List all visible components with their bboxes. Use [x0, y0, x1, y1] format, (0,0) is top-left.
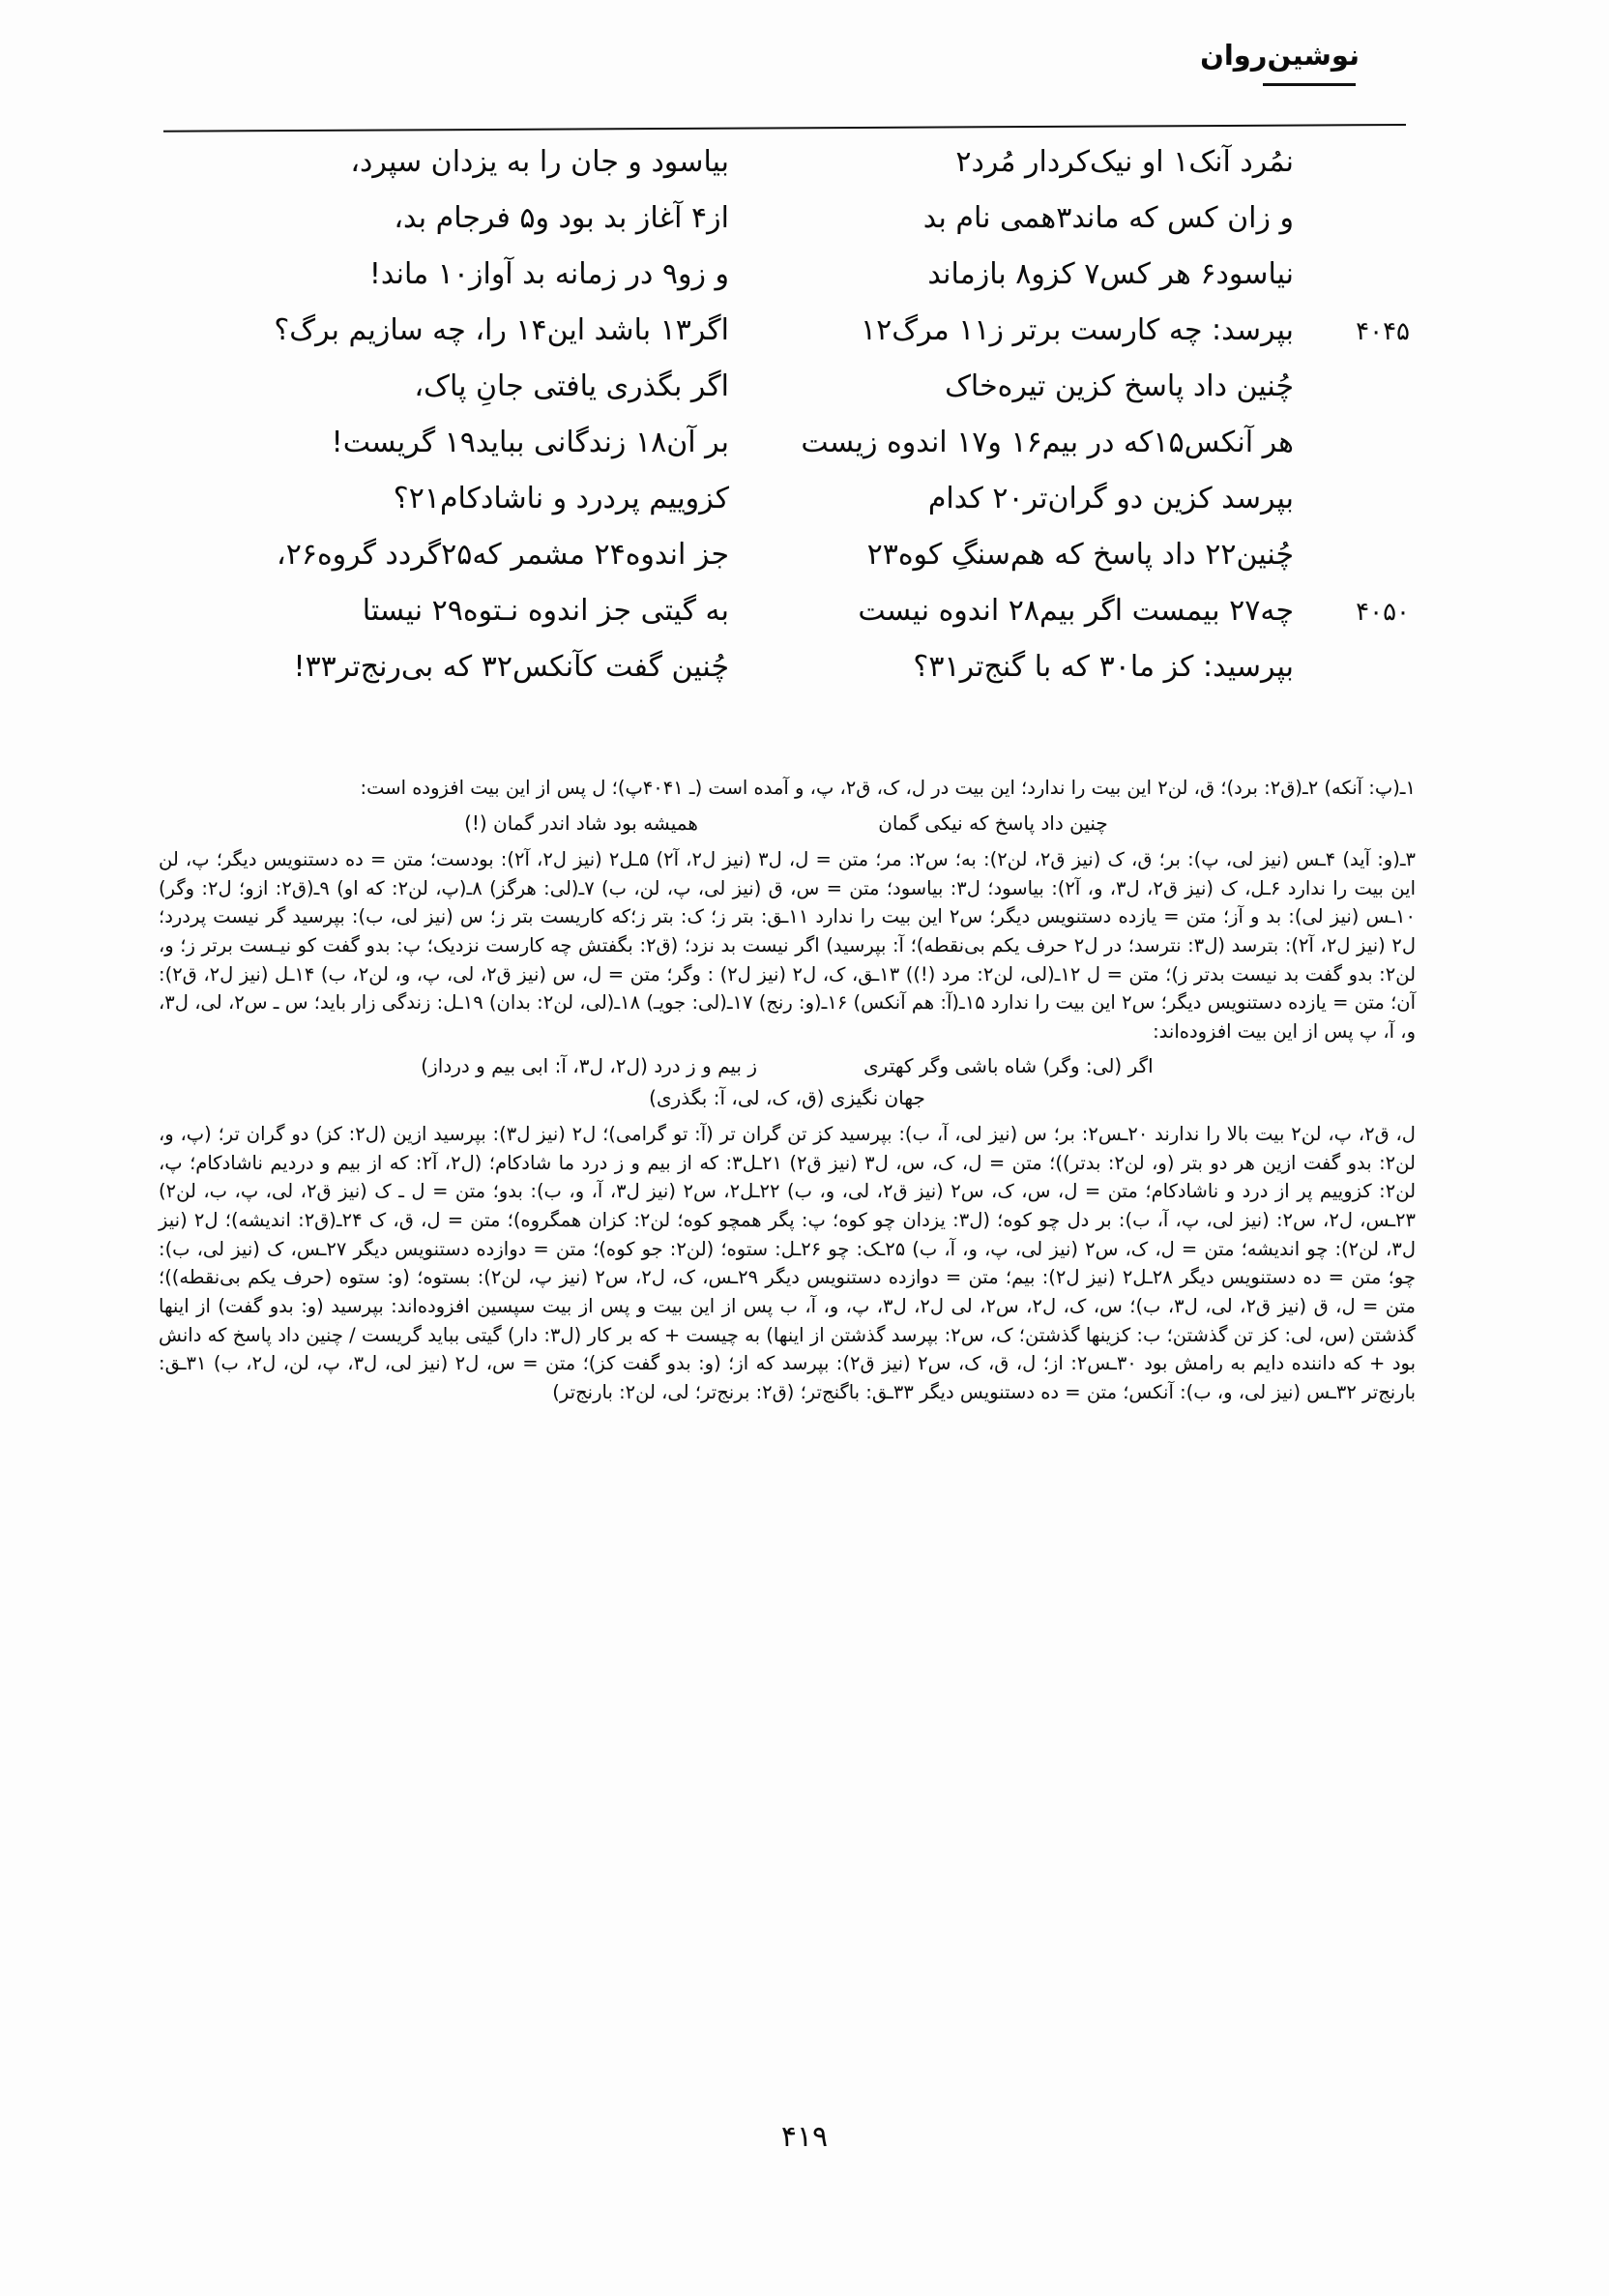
- apparatus-paragraph: ۳ـ(و: آید) ۴ـس (نیز لی، پ): بر؛ ق، ک (نیز ق۲، لن۲): به؛ س۲: مر؛ متن = ل، ل۳ (نیز ل۲، آ۲) ۵ـل۲ (نیز ل۲، آ۲): بودست؛ متن = ده دستنویس دیگر؛ پ، لن این بیت را ندارد ۶ـل، ک (نیز ق۲، ل۳، و، آ۲): بیاسود؛ ل۳: بیاسود؛ متن = س، ق (نیز لی، پ، لن، ب) ۷ـ(لی: هرگز) ۸ـ(پ، لن۲: که او) ۹ـ(ق۲: ازو؛ ل۲: وگر) ۱۰ـس (نیز لی): بد و آز؛ متن = یازده دستنویس دیگر؛ س۲ این بیت را ندارد ۱۱ـق: بتر ز؛ ک: بتر ز؛که کاریست بتر ز؛ س (نیز لی، ب): بپرسید گر نیست پردرد؛ ل۲ (نیز ل۲، آ۲): بترسد (ل۳: نترسد؛ در ل۲ حرف یکم بی‌نقطه)؛ آ: بپرسید) اگر نیست بد نزد؛ (ق۲: بگفتش چه کارست نزدیک؛ پ: بدو گفت کو نیـست برتر ز؛ و، لن۲: بدو گفت بد نیست بدتر ز)؛ متن = ل ۱۲ـ(لی، لن۲: مرد (!)) ۱۳ـق، ک، ل۲ (نیز ل۲) : وگر؛ متن = ل، س (نیز ق۲، لی، پ، و، لن۲، ب) ۱۴ـل (نیز ل۲، ق۲): آن؛ متن = یازده دستنویس دیگر؛ س۲ این بیت را ندارد ۱۵ـ(آ: هم آنکس) ۱۶ـ(و: رنج) ۱۷ـ(لی: جویـ) ۱۸ـ(لی، لن۲: بدان) ۱۹ـل: زندگی زار باید؛ س ـ س۲، لی، ل۳، و، آ، پ پس از این بیت افزوده‌اند:: [159, 848, 1417, 1043]
- hemistich-right: چُنین۲۲ داد پاسخ که هم‌سنگِ کوه۲۳: [866, 538, 1294, 572]
- hemistich-right: بپرسید: کز ما۳۰ که با گنج‌تر۳۱؟: [913, 650, 1294, 684]
- verse-number: ۴۰۵۰: [1356, 598, 1410, 627]
- running-header-underline: [1263, 83, 1356, 86]
- inset-hemistich-continuation: جهان نگیزی (ق، ک، لی، آ: بگذری): [649, 1085, 925, 1109]
- running-header: نوشین‌روان: [1200, 39, 1360, 72]
- folio-number: ۴۱۹: [780, 2120, 829, 2154]
- verse-line: [172, 257, 1410, 313]
- hemistich-right: بپرسد: چه کارست برتر ز۱۱ مرگ۱۲: [860, 313, 1294, 347]
- hemistich-right: نمُرد آنک۱ او نیک‌کردار مُرد۲: [955, 145, 1294, 179]
- verse-line: [172, 145, 1410, 201]
- hemistich-left: و زو۹ در زمانه بد آواز۱۰ ماند!: [368, 257, 729, 291]
- inset-hemistich-right: اگر (لی: وگر) شاه باشی وگر کهتری: [863, 1054, 1154, 1078]
- verse-line: [172, 313, 1410, 369]
- apparatus-inset-verse-2: [159, 1051, 1416, 1112]
- hemistich-left: اگر۱۳ باشد این۱۴ را، چه سازیم برگ؟: [274, 313, 729, 347]
- critical-apparatus: [159, 774, 1416, 1408]
- hemistich-left: به گیتی جز اندوه نـتوه۲۹ نیستا: [362, 594, 729, 628]
- verse-block: [172, 145, 1410, 706]
- hemistich-left: بر آن۱۸ زندگانی بباید۱۹ گریست!: [331, 426, 729, 459]
- hemistich-left: اگر بگذری یافتی جانِ پاک،: [414, 369, 729, 403]
- inset-hemistich-right: چنین داد پاسخ که نیکی گمان: [878, 810, 1108, 835]
- verse-line: [172, 201, 1410, 257]
- hemistich-left: کزوییم پردرد و ناشادکام۲۱؟: [393, 482, 729, 515]
- hemistich-right: چه۲۷ بیمست اگر بیم۲۸ اندوه نیست: [858, 594, 1294, 628]
- hemistich-right: بپرسد کزین دو گران‌تر۲۰ کدام: [927, 482, 1294, 515]
- hemistich-left: بیاسود و جان را به یزدان سپرد،: [350, 145, 729, 179]
- hemistich-left: چُنین گفت کآنکس۳۲ که بی‌رنج‌تر۳۳!: [293, 650, 729, 684]
- hemistich-right: چُنین داد پاسخ کزین تیره‌خاک: [945, 369, 1294, 403]
- verse-number: ۴۰۴۵: [1356, 317, 1410, 346]
- hemistich-left: جز اندوه۲۴ مشمر که۲۵گردد گروه۲۶،: [277, 538, 729, 572]
- inset-verse-row: [159, 1083, 1416, 1112]
- verse-line: [172, 538, 1410, 594]
- verse-line: [172, 482, 1410, 538]
- hemistich-left: از۴ آغاز بد بود و۵ فرجام بد،: [394, 201, 729, 235]
- hemistich-right: هر آنکس۱۵که در بیم۱۶ و۱۷ اندوه زیست: [801, 426, 1294, 459]
- inset-hemistich-left: ز بیم و ز درد (ل۲، ل۳، آ: ابی بیم و درداز): [421, 1054, 758, 1078]
- verse-line: [172, 594, 1410, 650]
- verse-line: [172, 650, 1410, 706]
- verse-line: [172, 369, 1410, 426]
- inset-hemistich-left: همیشه بود شاد اندر گمان (!): [464, 810, 698, 835]
- apparatus-inset-verse-1: [159, 809, 1416, 838]
- header-divider-rule: [163, 124, 1406, 132]
- inset-verse-row: [159, 1051, 1416, 1080]
- hemistich-right: نیاسود۶ هر کس۷ کزو۸ بازماند: [927, 257, 1294, 291]
- hemistich-right: و زان کس که ماند۳همی نام بد: [922, 201, 1294, 235]
- apparatus-paragraph: ل، ق۲، پ، لن۲ بیت بالا را ندارند ۲۰ـس۲: بر؛ س (نیز لی، آ، ب): بپرسید کز تن گران تر (آ: تو گرامی)؛ ل۲ (نیز ل۳): بپرسید ازین (ل۲: کز) دو گران تر؛ (پ، و، لن۲: بدو گفت ازین هر دو بتر (و، لن۲: بدتر))؛ متن = ل، ک، س، ل۳ (نیز ق۲) ۲۱ـل۳: که از بیم و ز درد ما شادکام؛ (ل۲، آ۲: که از بیم و دردیم ناشادکام؛ پ، لن۲: کزوییم پر از درد و ناشادکام؛ متن = ل، س، ک، س۲ (نیز ق۲، لی، و، ب) ۲۲ـل۲، س۲ (نیز ل۳، آ، و، ب): بدو؛ متن = ل ـ ک (نیز ق۲، لی، پ، ب، لن۲) ۲۳ـس، ل۲، س۲: (نیز لی، پ، آ، ب): بر دل چو کوه؛ (ل۳: یزدان چو کوه؛ پ: پگر همچو کوه؛ لن۲: کزان همگروه)؛ متن = ل، ق، ک ۲۴ـ(ق۲: اندیشه)؛ ل۲ (نیز ل۳، لن۲): چو اندیشه؛ متن = ل، ک، س۲ (نیز لی، پ، و، آ، ب) ۲۵ـک: چو ۲۶ـل: ستوه؛ (لن۲: جو کوه)؛ متن = دوازده دستنویس دیگر ۲۷ـس، ک (نیز لی، ب): چو؛ متن = ده دستنویس دیگر ۲۸ـل۲ (نیز ل۲): بیم؛ متن = دوازده دستنویس دیگر ۲۹ـس، ک، ل۲، س۲ (نیز پ، لن۲): بستوه؛ (و: ستوه (حرف یکم بی‌نقطه))؛ متن = ل، ق (نیز ق۲، لی، ل۳، ب)؛ س، ک، ل۲، س۲، لی ل۲، ل۳، پ، و، آ، ب پس از این بیت و پس از بیت سپسین افزوده‌اند: بپرسید (و: بدو گفت) از اینها گذشتن (س، لی: کز تن گذشتن؛ ب: کزینها گذشتن؛ ک، س۲: بپرسد گذشتن از اینها) به چیست + که بر کار (ل۳: دار) گیتی بباید گریست / چنین داد پاسخ که دانش بود + که داننده دایم به رامش بود ۳۰ـس۲: از؛ ل، ق، ک، س۲ (نیز ق۲): بپرسد که از؛ (و: بدو گفت کز)؛ متن = س، ل۲ (نیز لی، ل۳، پ، لن، ل۲، ب) ۳۱ـق: بارنج‌تر ۳۲ـس (نیز لی، و، ب): آنکس؛ متن = ده دستنویس دیگر ۳۳ـق: باگنج‌تر؛ (ق۲: برنج‌تر؛ لی، لن۲: بارنج‌تر): [159, 1123, 1417, 1403]
- verse-line: [172, 426, 1410, 482]
- apparatus-paragraph: ۱ـ(پ: آنکه) ۲ـ(ق۲: برد)؛ ق، لن۲ این بیت را ندارد؛ این بیت در ل، ک، ق۲، پ، و آمده است (ـ ۴۰۴۱پ)؛ ل پس از این بیت افزوده است:: [360, 777, 1416, 799]
